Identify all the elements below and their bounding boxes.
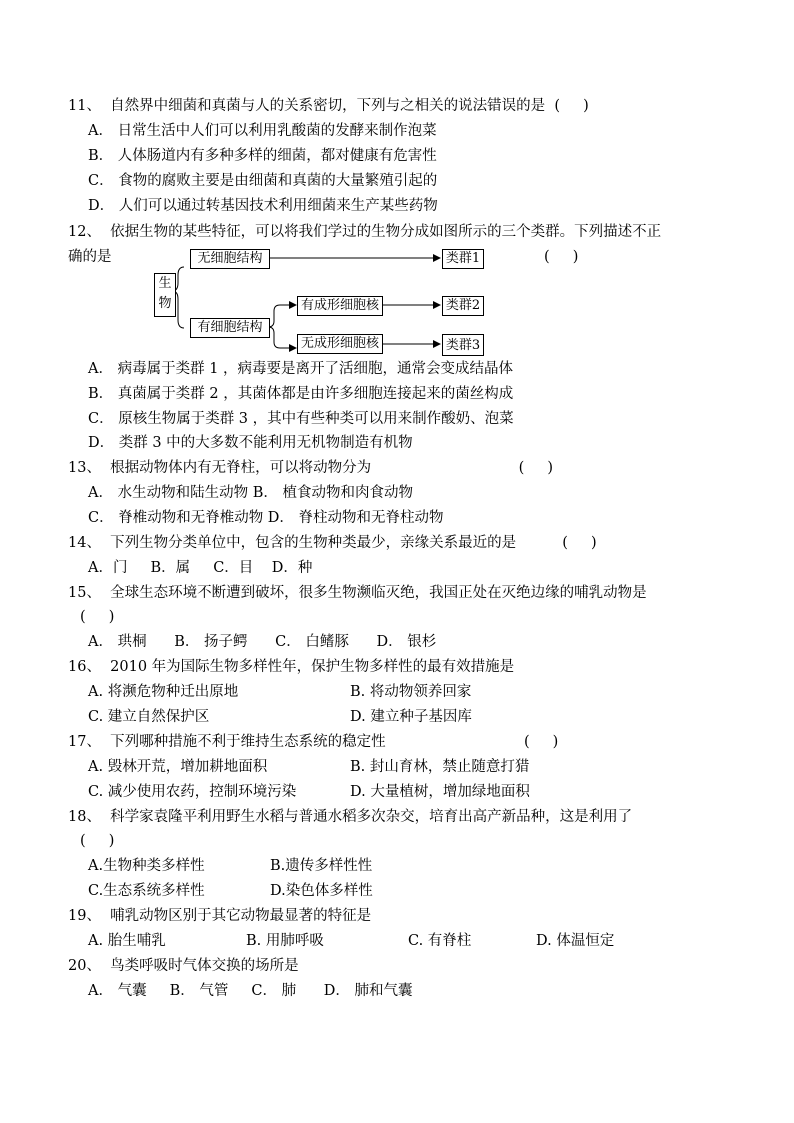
q12-option-b: B． 真菌属于类群 2 ，其菌体都是由许多细胞连接起来的菌丝构成 xyxy=(88,386,514,402)
q14-stem: 14、 下列生物分类单位中，包含的生物种类最少，亲缘关系最近的是 ( ) xyxy=(68,535,597,551)
q16-stem: 16、 2010 年为国际生物多样性年，保护生物多样性的最有效措施是 xyxy=(68,659,515,675)
q19-option-a: A. 胎生哺乳 xyxy=(88,933,166,949)
q12-option-a: A． 病毒属于类群 1 ，病毒要是离开了活细胞，通常会变成结晶体 xyxy=(88,361,514,377)
q19-stem: 19、 哺乳动物区别于其它动物最显著的特征是 xyxy=(68,908,372,924)
q17-option-d: D. 大量植树，增加绿地面积 xyxy=(350,784,530,800)
q12-stem-cont: 确的是 xyxy=(68,249,112,265)
q13-stem: 13、 根据动物体内有无脊柱，可以将动物分为 ( ) xyxy=(68,460,554,476)
no-nucleus-box: 无成形细胞核 xyxy=(297,334,383,354)
q13-options-ab: A． 水生动物和陆生动物 B． 植食动物和肉食动物 xyxy=(88,485,413,501)
q19-option-c: C. 有脊柱 xyxy=(408,933,472,949)
q15-stem: 15、 全球生态环境不断遭到破坏，很多生物濒临灭绝，我国正处在灭绝边缘的哺乳动物是 xyxy=(68,585,647,601)
group1-box: 类群1 xyxy=(442,249,484,269)
q18-option-b: B.遗传多样性性 xyxy=(270,858,373,874)
q18-option-c: C.生态系统多样性 xyxy=(88,883,205,899)
q15-options: A． 珙桐 B． 扬子鳄 C． 白鳍豚 D． 银杉 xyxy=(88,634,437,650)
no-cell-structure-box: 无细胞结构 xyxy=(190,249,270,269)
q16-option-c: C. 建立自然保护区 xyxy=(88,709,210,725)
q15-answer-blank: ( ) xyxy=(80,609,115,625)
q17-option-b: B. 封山育林，禁止随意打猎 xyxy=(350,759,530,775)
q12-answer-blank: ( ) xyxy=(544,249,579,265)
q11-option-d: D． 人们可以通过转基因技术利用细菌来生产某些药物 xyxy=(88,198,438,214)
q18-option-d: D.染色体多样性 xyxy=(270,883,373,899)
q17-option-c: C. 减少使用农药，控制环境污染 xyxy=(88,784,297,800)
q17-option-a: A. 毁林开荒，增加耕地面积 xyxy=(88,759,268,775)
q18-option-a: A.生物种类多样性 xyxy=(88,858,205,874)
classification-diagram xyxy=(152,245,497,360)
q16-option-d: D. 建立种子基因库 xyxy=(350,709,472,725)
q12-option-c: C． 原核生物属于类群 3 ，其中有些种类可以用来制作酸奶、泡菜 xyxy=(88,411,514,427)
q12-stem: 12、 依据生物的某些特征，可以将我们学过的生物分成如图所示的三个类群。下列描述不正 xyxy=(68,224,662,240)
q11-option-a: A． 日常生活中人们可以利用乳酸菌的发酵来制作泡菜 xyxy=(88,123,437,139)
q17-stem: 17、 下列哪种措施不利于维持生态系统的稳定性 ( ) xyxy=(68,734,559,750)
group3-box: 类群3 xyxy=(442,334,484,356)
diagram-root-box: 生物 xyxy=(154,273,176,317)
q11-stem: 11、 自然界中细菌和真菌与人的关系密切，下列与之相关的说法错误的是 ( ) xyxy=(68,98,589,114)
q20-stem: 20、 鸟类呼吸时气体交换的场所是 xyxy=(68,958,299,974)
has-cell-structure-box: 有细胞结构 xyxy=(190,318,270,338)
q18-stem: 18、 科学家袁隆平利用野生水稻与普通水稻多次杂交，培育出高产新品种，这是利用了 xyxy=(68,809,633,825)
q12-option-d: D． 类群 3 中的大多数不能利用无机物制造有机物 xyxy=(88,435,413,451)
q19-option-d: D. 体温恒定 xyxy=(536,933,615,949)
q11-option-c: C． 食物的腐败主要是由细菌和真菌的大量繁殖引起的 xyxy=(88,173,438,189)
q14-options: A．门 B．属 C．目 D．种 xyxy=(88,560,313,576)
q16-option-b: B. 将动物领养回家 xyxy=(350,684,472,700)
q11-option-b: B． 人体肠道内有多种多样的细菌，都对健康有危害性 xyxy=(88,148,437,164)
q16-option-a: A. 将濒危物种迁出原地 xyxy=(88,684,239,700)
q18-answer-blank: ( ) xyxy=(80,833,115,849)
q20-options: A． 气囊 B． 气管 C． 肺 D． 肺和气囊 xyxy=(88,983,413,999)
group2-box: 类群2 xyxy=(442,296,484,316)
q13-options-cd: C． 脊椎动物和无脊椎动物 D． 脊柱动物和无脊柱动物 xyxy=(88,510,444,526)
q19-option-b: B. 用肺呼吸 xyxy=(246,933,324,949)
has-nucleus-box: 有成形细胞核 xyxy=(297,296,383,316)
